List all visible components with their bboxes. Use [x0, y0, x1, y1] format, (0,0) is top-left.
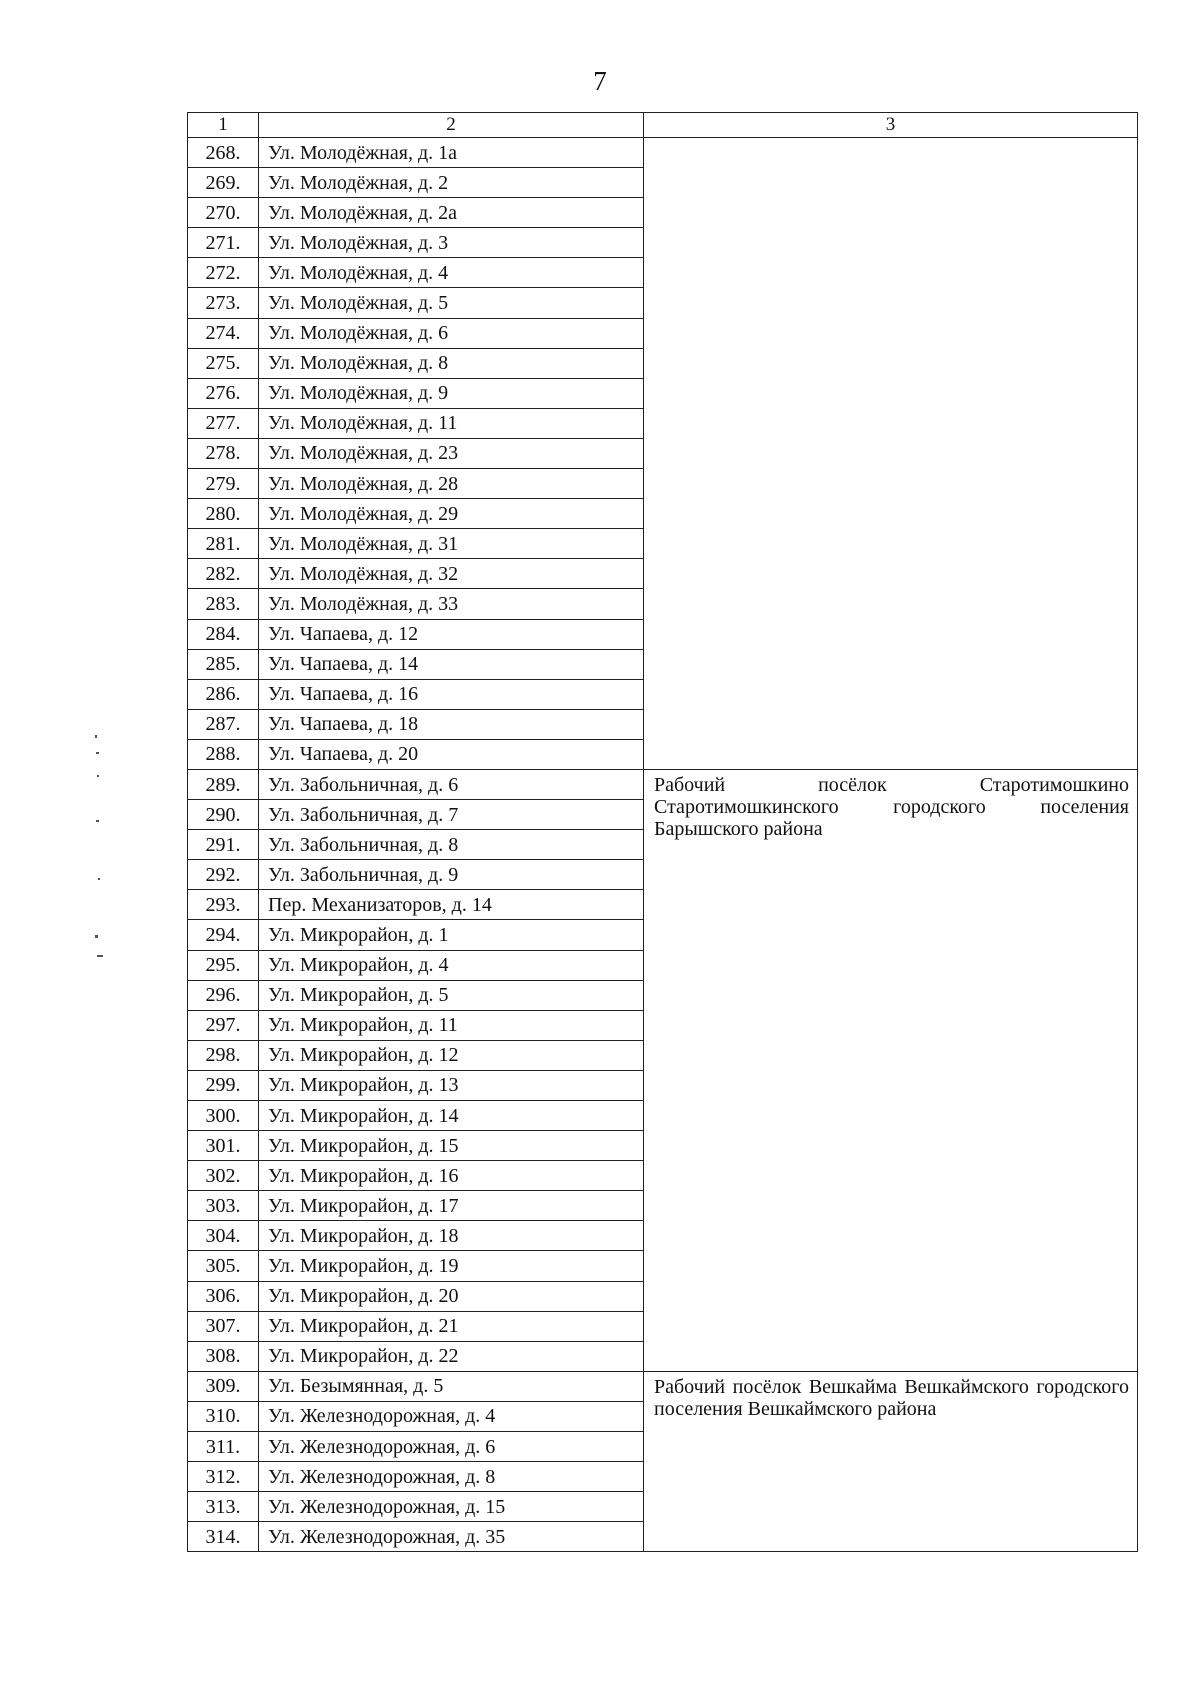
address-cell: Ул. Железнодорожная, д. 6 [259, 1432, 644, 1462]
column-header-2: 2 [259, 113, 644, 138]
row-number: 276. [188, 378, 259, 408]
scan-speck [97, 775, 99, 777]
row-number: 305. [188, 1251, 259, 1281]
address-cell: Пер. Механизаторов, д. 14 [259, 890, 644, 920]
row-number: 278. [188, 438, 259, 468]
address-cell: Ул. Чапаева, д. 18 [259, 709, 644, 739]
table-body [188, 113, 1138, 1552]
address-cell: Ул. Чапаева, д. 16 [259, 679, 644, 709]
row-number: 270. [188, 198, 259, 228]
row-number: 282. [188, 559, 259, 589]
row-number: 275. [188, 348, 259, 378]
row-number: 286. [188, 679, 259, 709]
address-cell: Ул. Забольничная, д. 7 [259, 800, 644, 830]
row-number: 273. [188, 288, 259, 318]
address-cell: Ул. Молодёжная, д. 23 [259, 438, 644, 468]
row-number: 272. [188, 258, 259, 288]
page-number: 7 [593, 66, 607, 96]
scan-speck [96, 820, 99, 822]
address-cell: Ул. Микрорайон, д. 16 [259, 1161, 644, 1191]
row-number: 307. [188, 1311, 259, 1341]
row-number: 277. [188, 408, 259, 438]
address-cell: Ул. Микрорайон, д. 19 [259, 1251, 644, 1281]
row-number: 287. [188, 709, 259, 739]
row-number: 274. [188, 318, 259, 348]
address-cell: Ул. Молодёжная, д. 28 [259, 469, 644, 499]
address-cell: Ул. Забольничная, д. 6 [259, 769, 644, 799]
address-cell: Ул. Железнодорожная, д. 8 [259, 1462, 644, 1492]
row-number: 310. [188, 1401, 259, 1431]
address-cell: Ул. Железнодорожная, д. 35 [259, 1522, 644, 1552]
row-number: 284. [188, 619, 259, 649]
address-cell: Ул. Микрорайон, д. 22 [259, 1341, 644, 1371]
row-number: 299. [188, 1070, 259, 1100]
row-number: 308. [188, 1341, 259, 1371]
address-cell: Ул. Микрорайон, д. 17 [259, 1191, 644, 1221]
row-number: 283. [188, 589, 259, 619]
column-header-1: 1 [188, 113, 259, 138]
address-cell: Ул. Железнодорожная, д. 4 [259, 1401, 644, 1431]
row-number: 292. [188, 860, 259, 890]
row-number: 288. [188, 739, 259, 769]
address-cell: Ул. Микрорайон, д. 15 [259, 1131, 644, 1161]
address-cell: Ул. Молодёжная, д. 2а [259, 198, 644, 228]
row-number: 301. [188, 1131, 259, 1161]
address-cell: Ул. Забольничная, д. 8 [259, 830, 644, 860]
row-number: 289. [188, 769, 259, 799]
address-cell: Ул. Чапаева, д. 12 [259, 619, 644, 649]
row-number: 303. [188, 1191, 259, 1221]
row-number: 294. [188, 920, 259, 950]
row-number: 281. [188, 529, 259, 559]
row-number: 297. [188, 1010, 259, 1040]
address-cell: Ул. Молодёжная, д. 1а [259, 138, 644, 168]
address-cell: Ул. Молодёжная, д. 2 [259, 168, 644, 198]
address-cell: Ул. Молодёжная, д. 11 [259, 408, 644, 438]
address-cell: Ул. Микрорайон, д. 18 [259, 1221, 644, 1251]
row-number: 271. [188, 228, 259, 258]
address-cell: Ул. Микрорайон, д. 11 [259, 1010, 644, 1040]
row-number: 279. [188, 469, 259, 499]
row-number: 285. [188, 649, 259, 679]
address-cell: Ул. Микрорайон, д. 14 [259, 1101, 644, 1131]
address-cell: Ул. Микрорайон, д. 21 [259, 1311, 644, 1341]
address-cell: Ул. Микрорайон, д. 13 [259, 1070, 644, 1100]
row-number: 313. [188, 1492, 259, 1522]
settlement-cell [644, 138, 1138, 770]
row-number: 293. [188, 890, 259, 920]
address-cell: Ул. Молодёжная, д. 31 [259, 529, 644, 559]
address-cell: Ул. Молодёжная, д. 9 [259, 378, 644, 408]
address-cell: Ул. Микрорайон, д. 12 [259, 1040, 644, 1070]
scan-speck [97, 955, 103, 957]
row-number: 311. [188, 1432, 259, 1462]
row-number: 298. [188, 1040, 259, 1070]
address-cell: Ул. Чапаева, д. 14 [259, 649, 644, 679]
row-number: 302. [188, 1161, 259, 1191]
address-cell: Ул. Молодёжная, д. 32 [259, 559, 644, 589]
row-number: 268. [188, 138, 259, 168]
address-cell: Ул. Молодёжная, д. 5 [259, 288, 644, 318]
row-number: 291. [188, 830, 259, 860]
row-number: 309. [188, 1371, 259, 1401]
row-number: 269. [188, 168, 259, 198]
row-number: 312. [188, 1462, 259, 1492]
row-number: 314. [188, 1522, 259, 1552]
scan-speck [96, 752, 99, 754]
address-table [187, 112, 1138, 1552]
address-cell: Ул. Молодёжная, д. 8 [259, 348, 644, 378]
address-cell: Ул. Молодёжная, д. 6 [259, 318, 644, 348]
row-number: 290. [188, 800, 259, 830]
address-cell: Ул. Чапаева, д. 20 [259, 739, 644, 769]
address-cell: Ул. Микрорайон, д. 20 [259, 1281, 644, 1311]
address-cell: Ул. Забольничная, д. 9 [259, 860, 644, 890]
address-cell: Ул. Молодёжная, д. 3 [259, 228, 644, 258]
row-number: 306. [188, 1281, 259, 1311]
scan-speck [95, 735, 97, 738]
row-number: 296. [188, 980, 259, 1010]
settlement-cell: Рабочий посёлок Старотимошкино Старотимошкинского городского поселения Барышского района [644, 769, 1138, 1371]
table-row [188, 138, 1138, 168]
scan-speck [98, 878, 100, 880]
scan-speck [95, 935, 98, 938]
address-cell: Ул. Молодёжная, д. 29 [259, 499, 644, 529]
address-cell: Ул. Молодёжная, д. 4 [259, 258, 644, 288]
address-cell: Ул. Безымянная, д. 5 [259, 1371, 644, 1401]
address-cell: Ул. Микрорайон, д. 1 [259, 920, 644, 950]
row-number: 295. [188, 950, 259, 980]
address-cell: Ул. Микрорайон, д. 4 [259, 950, 644, 980]
row-number: 300. [188, 1101, 259, 1131]
address-cell: Ул. Молодёжная, д. 33 [259, 589, 644, 619]
column-header-3: 3 [644, 113, 1138, 138]
table-header-row [188, 113, 1138, 138]
row-number: 280. [188, 499, 259, 529]
row-number: 304. [188, 1221, 259, 1251]
table-row [188, 1371, 1138, 1401]
address-cell: Ул. Железнодорожная, д. 15 [259, 1492, 644, 1522]
settlement-cell: Рабочий посёлок Вешкайма Вешкаймского городского поселения Вешкаймского района [644, 1371, 1138, 1552]
table-row [188, 769, 1138, 799]
address-cell: Ул. Микрорайон, д. 5 [259, 980, 644, 1010]
